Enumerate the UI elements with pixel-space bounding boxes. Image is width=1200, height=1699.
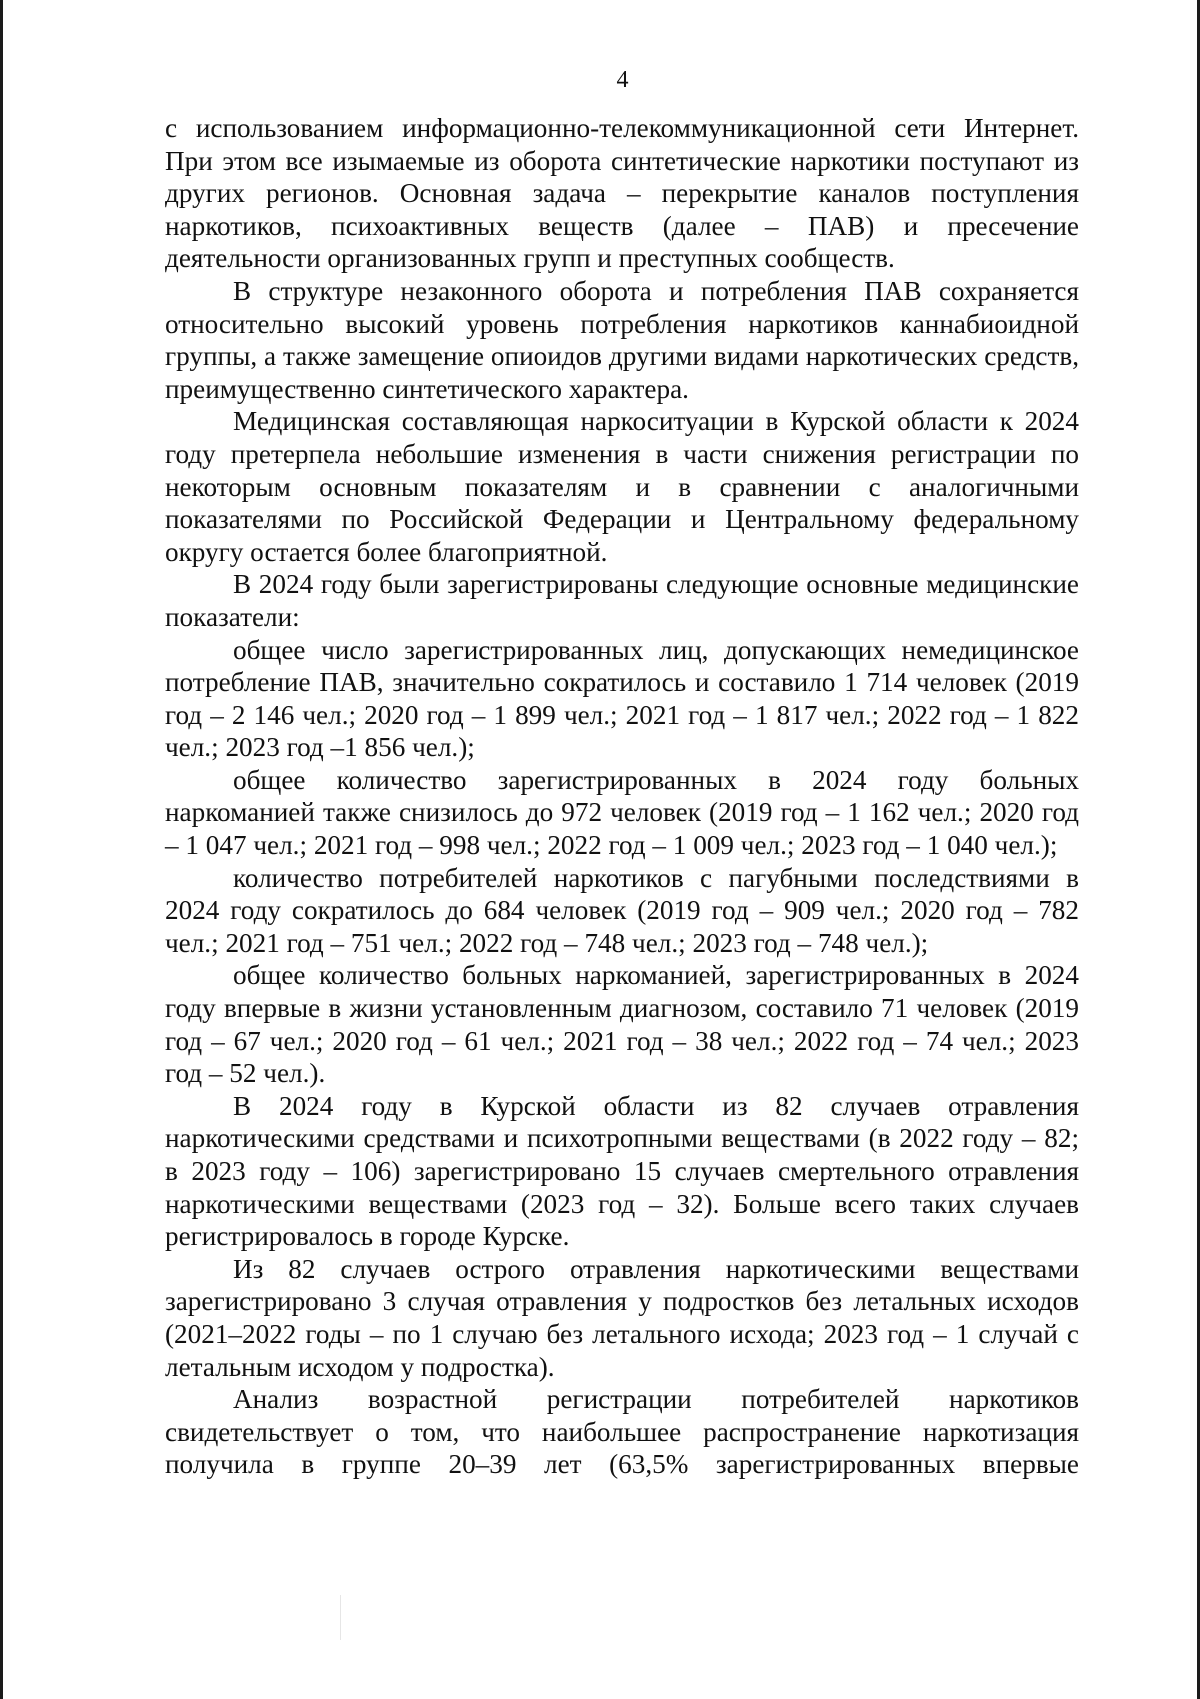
- scan-left-border: [0, 0, 3, 1699]
- paragraph-first-diagnosis: общее количество больных наркоманией, зарегистрированных в 2024 году впервые в жизни установленным диагнозом, составило 71 человек (2019 год – 67 чел.; 2020 год – 61 чел.; 2021 год – 38 чел.; 2022 год – 74 чел.; 2023 год – 52 чел.).: [165, 960, 1079, 1089]
- paragraph-continuation: с использованием информационно-телекоммуникационной сети Интернет. При этом все изымаемые из оборота синтетические наркотики поступают из других регионов. Основная задача – перекрытие каналов поступления наркотиков, психоактивных веществ (далее – ПАВ) и пресечение деятельности организованных групп и преступных сообществ.: [165, 113, 1079, 274]
- paragraph-indicators-intro: В 2024 году были зарегистрированы следующие основные медицинские показатели:: [165, 569, 1079, 632]
- paragraph-age-analysis: Анализ возрастной регистрации потребителей наркотиков свидетельствует о том, что наибольшее распространение наркотизация получила в группе 20–39 лет (63,5% зарегистрированных впервые: [165, 1384, 1079, 1480]
- paragraph-teen-poisoning: Из 82 случаев острого отравления наркотическими веществами зарегистрировано 3 случая отравления у подростков без летальных исходов (2021–2022 годы – по 1 случаю без летального исхода; 2023 год – 1 случай с летальным исходом у подростка).: [165, 1253, 1079, 1382]
- paragraph-harmful-consequences: количество потребителей наркотиков с пагубными последствиями в 2024 году сократилось до 684 человек (2019 год – 909 чел.; 2020 год – 782 чел.; 2021 год – 751 чел.; 2022 год – 748 чел.; 2023 год – 748 чел.);: [165, 862, 1079, 958]
- paragraph-pav-structure: В структуре незаконного оборота и потребления ПАВ сохраняется относительно высокий уровень потребления наркотиков каннабиоидной группы, а также замещение опиоидов другими видами наркотических средств, преимущественно синтетического характера.: [165, 275, 1079, 404]
- page-number: 4: [616, 67, 629, 93]
- document-body: [165, 112, 1079, 1481]
- paragraph-registered-persons: общее число зарегистрированных лиц, допускающих немедицинское потребление ПАВ, значительно сократилось и составило 1 714 человек (2019 год – 2 146 чел.; 2020 год – 1 899 чел.; 2021 год – 1 817 чел.; 2022 год – 1 822 чел.; 2023 год –1 856 чел.);: [165, 634, 1079, 763]
- paragraph-addiction-patients: общее количество зарегистрированных в 2024 году больных наркоманией также снизилось до 972 человек (2019 год – 1 162 чел.; 2020 год – 1 047 чел.; 2021 год – 998 чел.; 2022 год – 1 009 чел.; 2023 год – 1 040 чел.);: [165, 764, 1079, 861]
- scan-artifact-line: [340, 1595, 341, 1640]
- paragraph-medical-situation: Медицинская составляющая наркоситуации в Курской области к 2024 году претерпела небольшие изменения в части снижения регистрации по некоторым основным показателям и в сравнении с аналогичными показателями по Российской Федерации и Центральному федеральному округу остается более благоприятной.: [165, 406, 1079, 567]
- paragraph-poisoning-cases: В 2024 году в Курской области из 82 случаев отравления наркотическими средствами и психотропными веществами (в 2022 году – 82; в 2023 году – 106) зарегистрировано 15 случаев смертельного отравления наркотическими веществами (2023 год – 32). Больше всего таких случаев регистрировалось в городе Курске.: [165, 1090, 1079, 1252]
